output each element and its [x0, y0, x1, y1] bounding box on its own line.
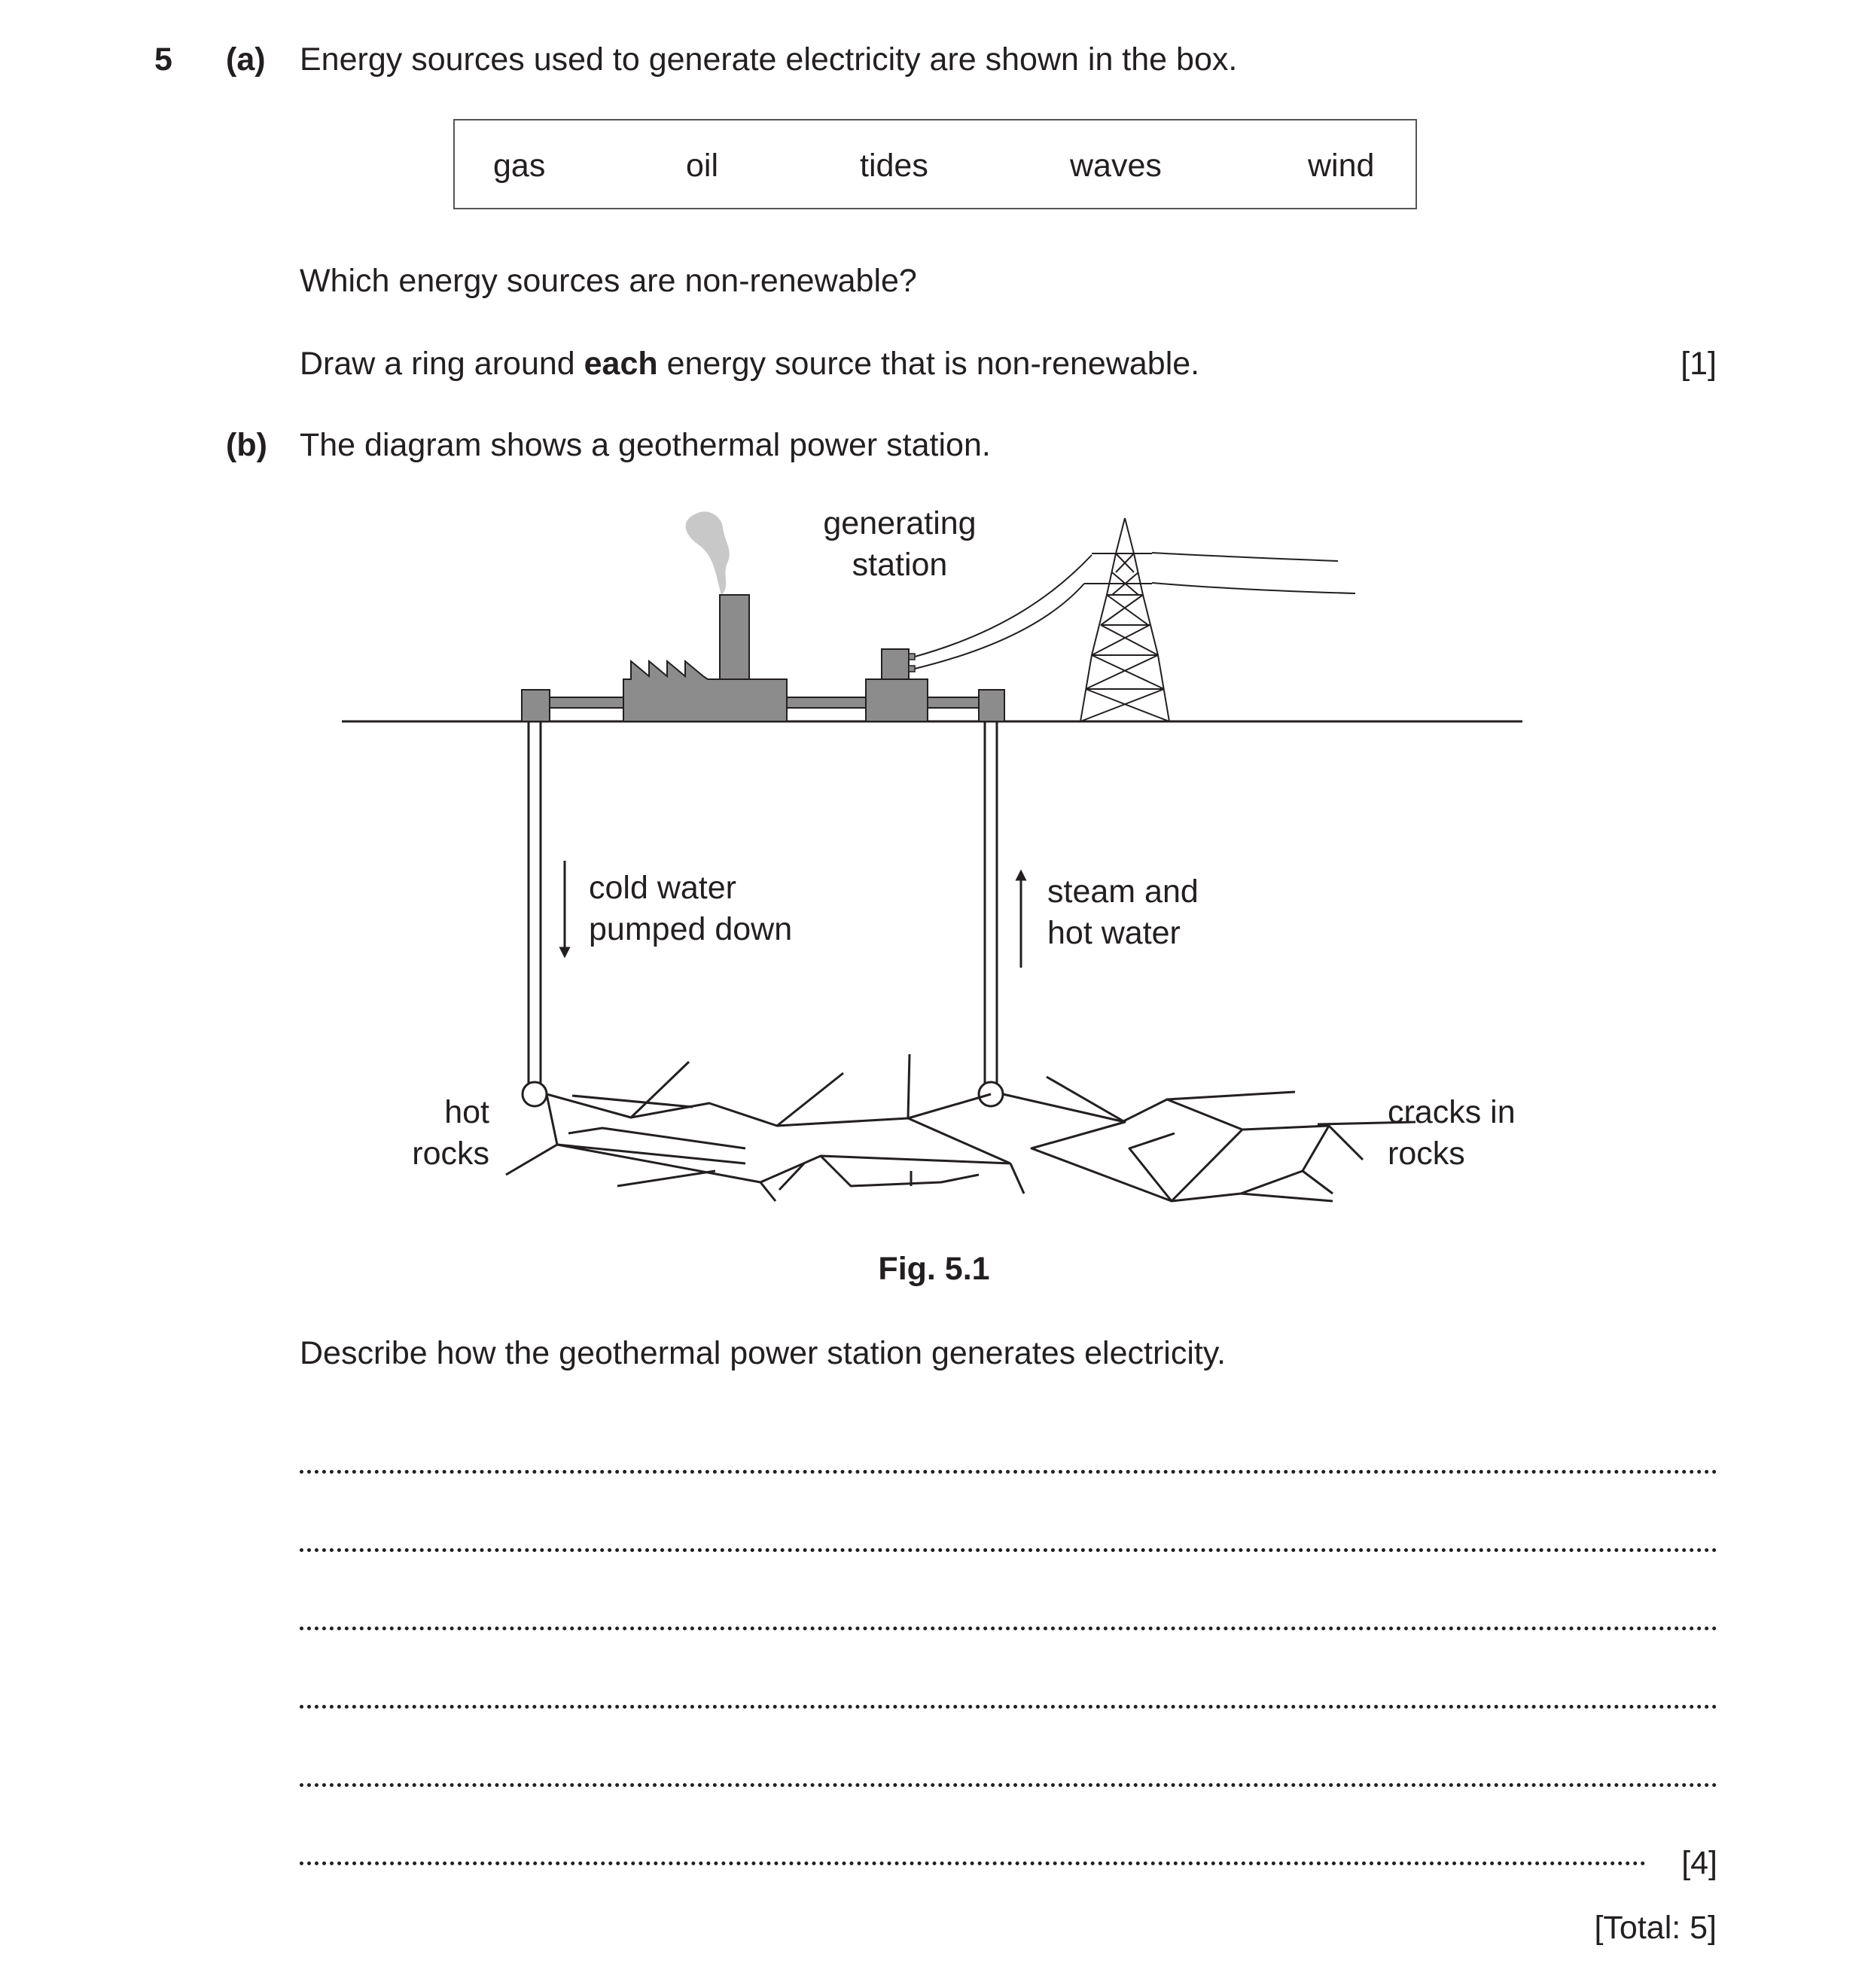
part-a-instruction: Draw a ring around each energy source that is non-renewable. — [300, 346, 1200, 382]
total-marks: [Total: 5] — [1594, 1910, 1717, 1946]
label-generating-station: generating station — [823, 505, 977, 583]
answer-line[interactable] — [300, 1419, 1717, 1498]
part-b-intro: The diagram shows a geothermal power station. — [300, 427, 991, 463]
answer-line[interactable] — [300, 1498, 1717, 1576]
label-hot-rocks: hot rocks — [412, 1094, 489, 1172]
part-b-prompt: Describe how the geothermal power station generates electricity. — [300, 1335, 1227, 1371]
smoke — [686, 511, 730, 595]
cable-out-1 — [1152, 553, 1338, 561]
part-b-label: (b) — [226, 427, 267, 463]
transformer — [882, 649, 909, 679]
answer-line[interactable] — [300, 1733, 1717, 1811]
question-number: 5 — [154, 41, 172, 78]
factory-building — [623, 661, 787, 721]
label-cracks-in-rocks: cracks in rocks — [1388, 1094, 1516, 1172]
terminal-2 — [909, 666, 915, 672]
chimney — [720, 595, 749, 679]
rock-cracks — [506, 1054, 1415, 1201]
generator — [866, 679, 928, 721]
answer-line[interactable] — [300, 1811, 1717, 1889]
surface-pipe-right — [928, 697, 979, 708]
label-steam-hot-water: steam and hot water — [1047, 874, 1199, 951]
terminal-1 — [909, 654, 915, 660]
cable-out-2 — [1152, 583, 1355, 593]
pylon — [1080, 518, 1169, 721]
cable-to-pylon-2 — [915, 584, 1084, 669]
surface-pipe-left — [550, 697, 625, 708]
part-a-intro: Energy sources used to generate electricity are shown in the box. — [300, 41, 1238, 78]
source-tides[interactable]: tides — [860, 148, 928, 184]
source-wind[interactable]: wind — [1308, 148, 1375, 184]
part-b-marks: [4] — [1681, 1845, 1717, 1881]
wellhead-right — [979, 690, 1004, 721]
label-cold-water: cold water pumped down — [589, 870, 793, 947]
figure-caption: Fig. 5.1 — [878, 1251, 990, 1287]
wellhead-left — [522, 690, 550, 721]
answer-line[interactable] — [300, 1576, 1717, 1654]
part-a-label: (a) — [226, 41, 266, 78]
source-gas[interactable]: gas — [493, 148, 546, 184]
source-waves[interactable]: waves — [1070, 148, 1162, 184]
surface-pipe-mid — [787, 697, 866, 708]
part-a-question: Which energy sources are non-renewable? — [300, 263, 917, 299]
answer-area[interactable] — [300, 1419, 1717, 1889]
answer-line[interactable] — [300, 1654, 1717, 1733]
part-a-marks: [1] — [1681, 346, 1717, 382]
source-oil[interactable]: oil — [686, 148, 719, 184]
pipe-end-left — [523, 1082, 547, 1106]
